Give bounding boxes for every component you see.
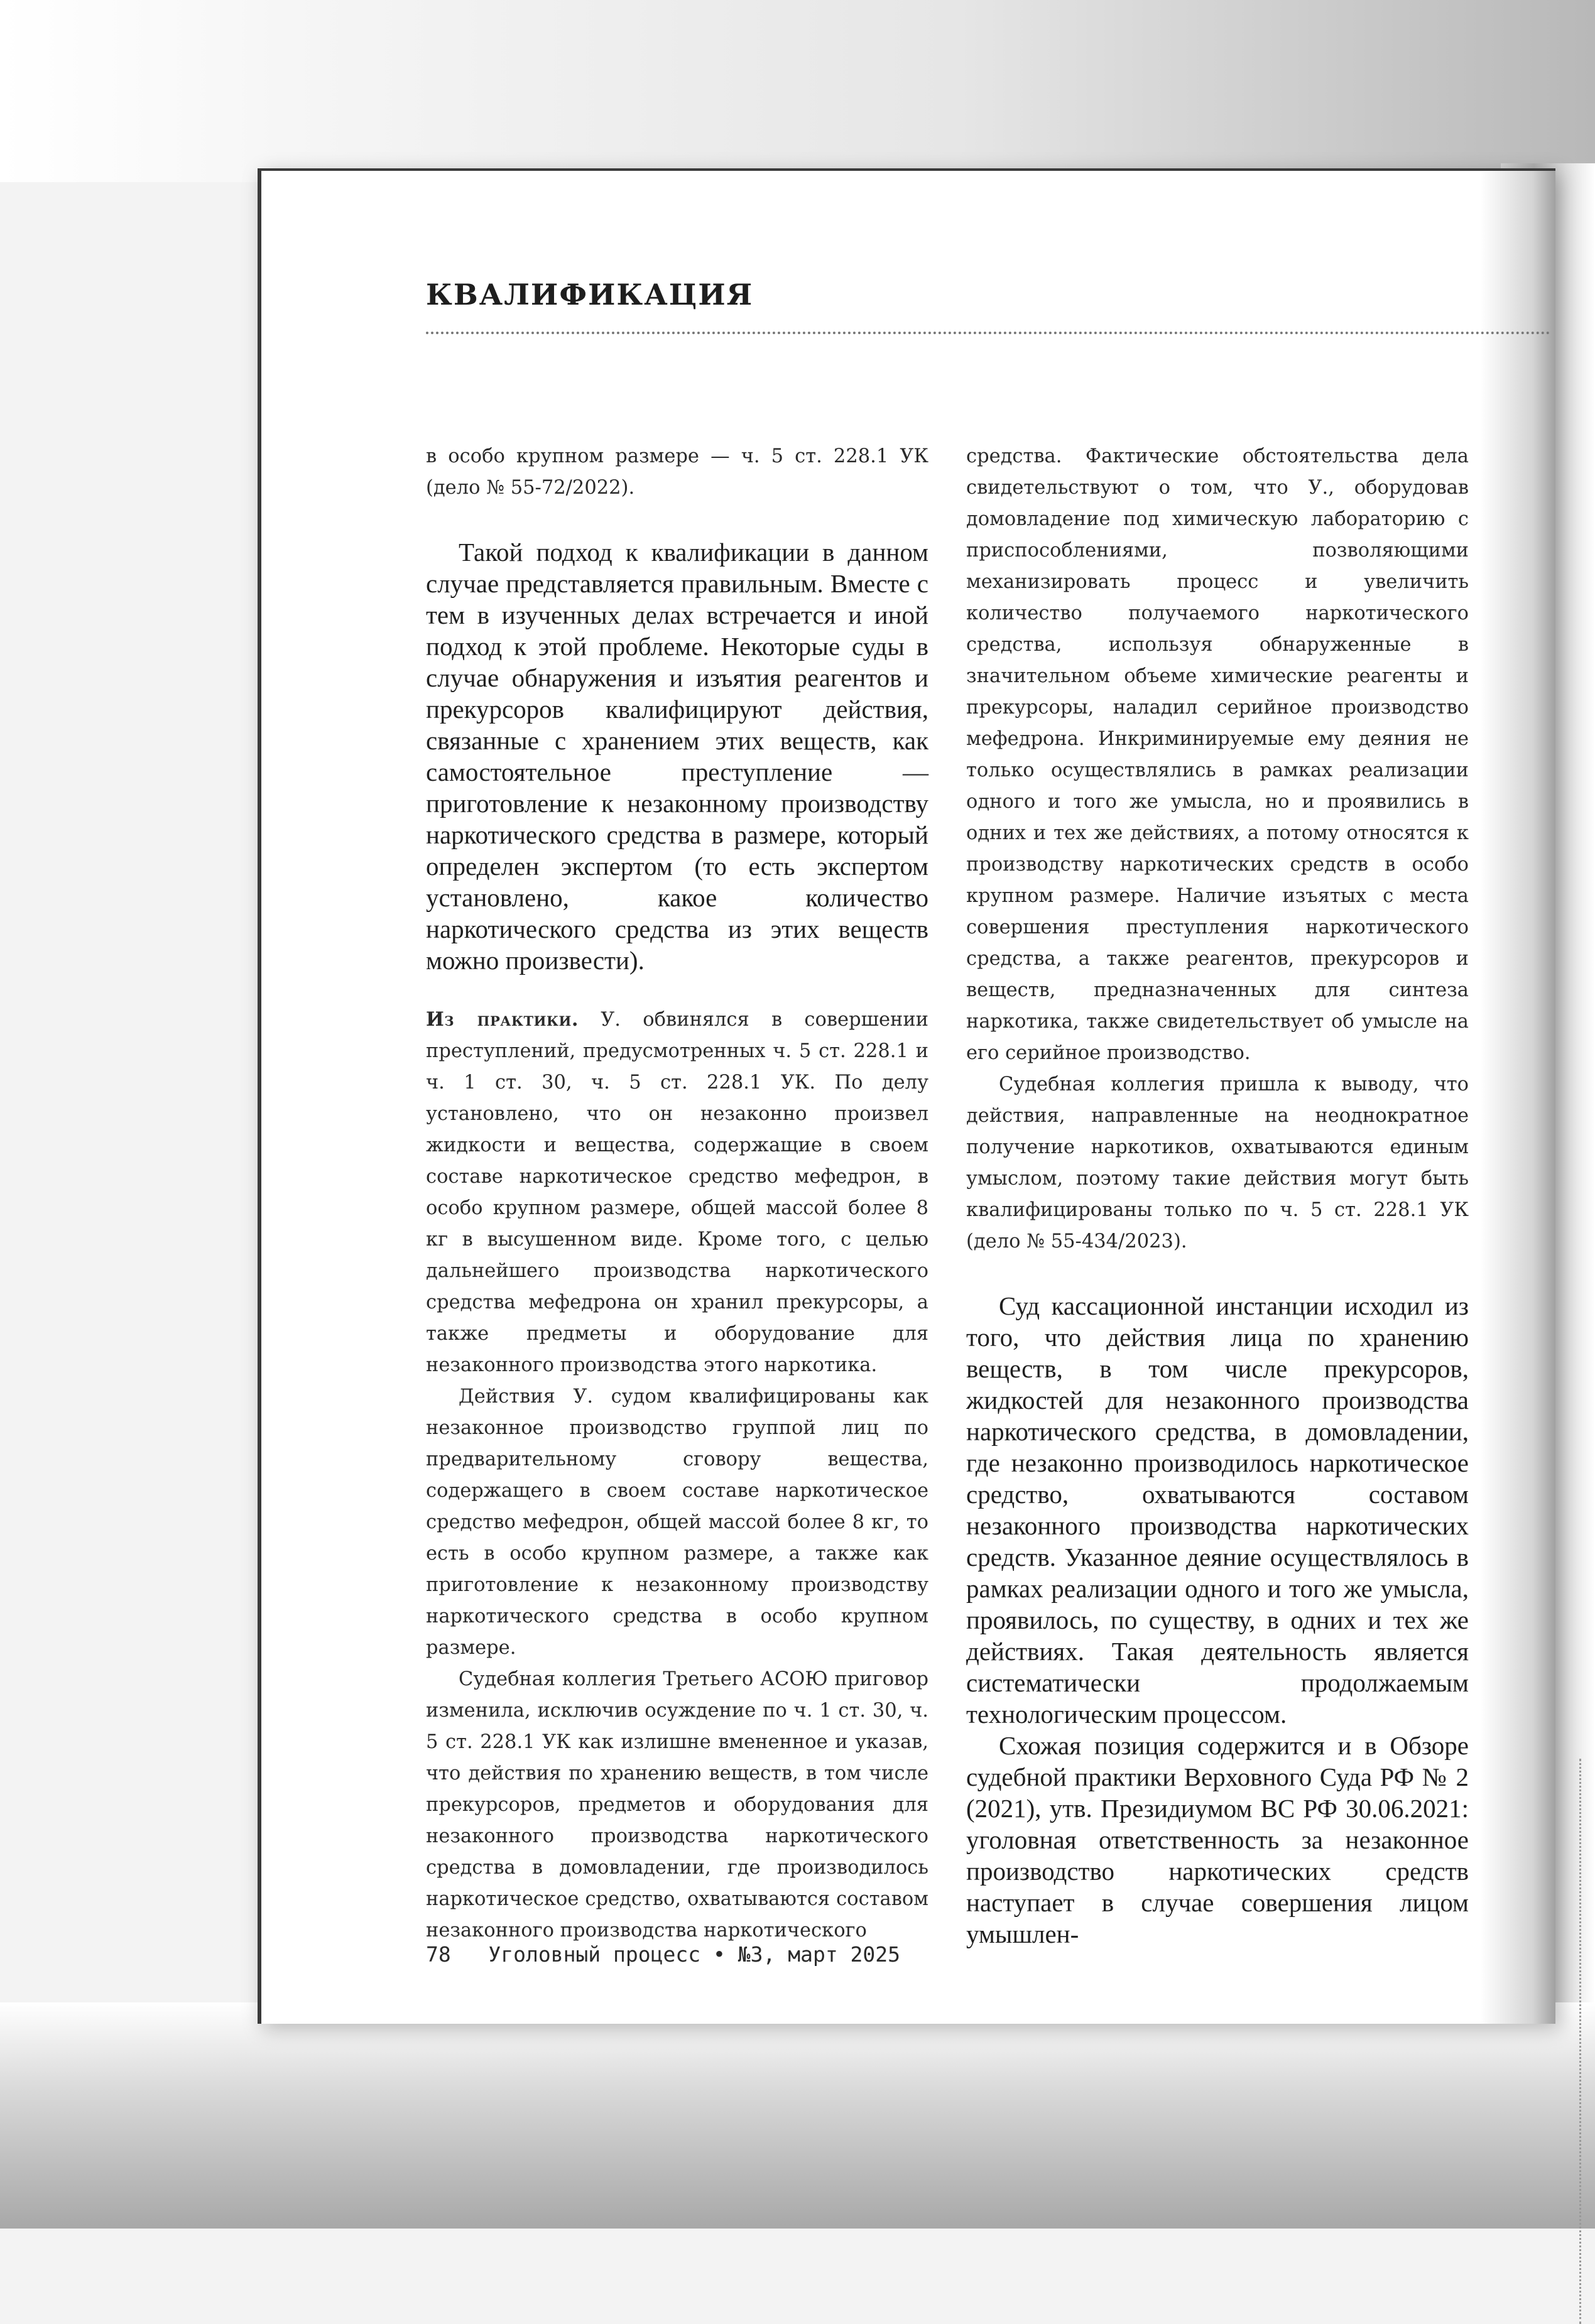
- right-paragraph-2: Судебная коллегия пришла к выводу, что действия, направленные на неоднократное получение наркотиков, охватываются единым умыслом, поэтому такие действия могут быть квалифицированы только по ч. 5 ст. 228.1 УК (дело № 55-434/2023).: [966, 1073, 1469, 1252]
- header-divider: [426, 332, 1550, 334]
- left-paragraph-4: Действия У. судом квалифицированы как незаконное производство группой лиц по предварительному сговору вещества, содержащего в своем составе наркотическое средство мефедрон, общей массой более 8 кг, то есть в особо крупном размере, а также как приготовление к незаконному производству наркотического средства в особо крупном размере.: [426, 1386, 928, 1659]
- page-number: 78: [426, 1942, 451, 1967]
- page-footer: [426, 1942, 900, 1967]
- footer-separator: •: [713, 1942, 726, 1967]
- scan-background-top: [0, 0, 1595, 182]
- issue-info: №3, март 2025: [738, 1942, 901, 1967]
- practice-lead-in: Из практики.: [426, 1008, 579, 1031]
- practice-example: [426, 1004, 928, 1381]
- section-title: КВАЛИФИКАЦИЯ: [426, 278, 754, 312]
- right-paragraph-4: Схожая позиция содержится и в Обзоре судебной практики Верховного Суда РФ № 2 (2021), утв. Президиумом ВС РФ 30.06.2021: уголовная ответственность за незаконное производство наркотических средств наступает в случае совершения лицом умышлен-: [966, 1731, 1469, 1948]
- left-paragraph-2: Такой подход к квалификации в данном случае представляется правильным. Вместе с тем в изученных делах встречается и иной подход к этой проблеме. Некоторые суды в случае обнаружения и изъятия реагентов и прекурсоров квалифицируют действия, связанные с хранением этих веществ, как самостоятельное преступление — приготовление к незаконному производству наркотического средства в размере, который определен экспертом (то есть экспертом установлено, какое количество наркотического средства из этих веществ можно произвести).: [426, 538, 928, 975]
- journal-name: Уголовный процесс: [488, 1942, 701, 1967]
- left-paragraph-5: Судебная коллегия Третьего АСОЮ приговор изменила, исключив осуждение по ч. 1 ст. 30, ч. 5 ст. 228.1 УК как излишне вмененное и указав, что действия по хранению веществ, в том числе прекурсоров, предметов и оборудования для незаконного производства наркотического средства в домовладении, где производилось наркотическое средство, охватываются составом незаконного производства наркотического: [426, 1668, 928, 1941]
- journal-page: [258, 168, 1555, 2024]
- page-binding-shadow: [1480, 171, 1555, 2024]
- left-paragraph-1: в особо крупном размере — ч. 5 ст. 228.1 УК (дело № 55-72/2022).: [426, 445, 928, 499]
- right-column: [966, 441, 1469, 1950]
- scan-background-bottom: [0, 2002, 1595, 2229]
- scan-edge-dots: [1579, 1759, 1581, 2324]
- right-paragraph-3: Суд кассационной инстанции исходил из того, что действия лица по хранению веществ, в том числе прекурсоров, жидкостей для незаконного производства наркотического средства, в домовладении, где незаконно производилось наркотическое средство, охватываются составом незаконного производства наркотических средств. Указанное деяние осуществлялось в рамках реализации одного и того же умысла, проявилось, по существу, в одних и тех же действиях. Такая деятельность является систематически продолжаемым технологическим процессом.: [966, 1291, 1469, 1729]
- left-column: [426, 441, 928, 1947]
- practice-text: У. обвинялся в совершении преступлений, предусмотренных ч. 5 ст. 228.1 и ч. 1 ст. 30, ч. 5 ст. 228.1 УК. По делу установлено, что он незаконно произвел жидкости и вещества, содержащие в своем составе наркотическое средство мефедрон, в особо крупном размере, общей массой более 8 кг в высушенном виде. Кроме того, с целью дальнейшего производства наркотического средства мефедрона он хранил прекурсоры, а также предметы и оборудование для незаконного производства этого наркотика.: [426, 1009, 928, 1376]
- right-paragraph-1: средства. Фактические обстоятельства дела свидетельствуют о том, что У., оборудовав домовладение под химическую лабораторию с приспособлениями, позволяющими механизировать процесс и увеличить количество получаемого наркотического средства, используя обнаруженные в значительном объеме химические реагенты и прекурсоры, наладил серийное производство мефедрона. Инкриминируемые ему деяния не только осуществлялись в рамках реализации одного и того же умысла, но и проявились в одних и тех же действиях, а потому относятся к производству наркотических средств в особо крупном размере. Наличие изъятых с места совершения преступления наркотического средства, а также реагентов, прекурсоров и веществ, предназначенных для синтеза наркотика, также свидетельствует об умысле на его серийное производство.: [966, 445, 1469, 1064]
